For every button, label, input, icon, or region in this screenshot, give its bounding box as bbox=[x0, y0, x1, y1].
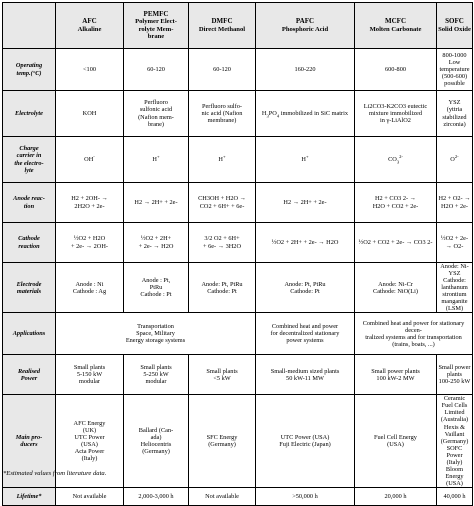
lifetime-pemfc: 2,000-3,000 h bbox=[124, 487, 189, 505]
header-dmfc: DMFC Direct Methanol bbox=[189, 3, 256, 49]
cathode-dmfc: 3/2 O2 + 6H+ + 6e- → 3H2O bbox=[189, 223, 256, 263]
materials-mcfc: Anode: Ni-Cr Cathode: NiO(Li) bbox=[355, 263, 437, 313]
carrier-pafc: H+ bbox=[256, 137, 355, 183]
row-label-carrier: Charge carrier in the electro- lyte bbox=[3, 137, 56, 183]
power-dmfc: Small plants <5 kW bbox=[189, 355, 256, 395]
header-row bbox=[3, 3, 473, 49]
cathode-sofc: ½O2 + 2e- → O2- bbox=[437, 223, 473, 263]
anode-mcfc: H2 + CO3 2- → H2O + CO2 + 2e- bbox=[355, 183, 437, 223]
header-corner bbox=[3, 3, 56, 49]
temp-mcfc: 600-800 bbox=[355, 49, 437, 91]
cathode-mcfc: ½O2 + CO2 + 2e- → CO3 2- bbox=[355, 223, 437, 263]
temp-pafc: 160-220 bbox=[256, 49, 355, 91]
power-pemfc: Small plants 5-250 kW modular bbox=[124, 355, 189, 395]
carrier-pemfc: H+ bbox=[124, 137, 189, 183]
producers-afc: AFC Energy (UK) UTC Power (USA) Acta Power (Italy) bbox=[56, 395, 124, 488]
producers-pafc: UTC Power (USA) Fuji Electric (Japan) bbox=[256, 395, 355, 488]
temp-afc: <100 bbox=[56, 49, 124, 91]
carrier-mcfc: $CO_3^{2-}$ bbox=[355, 137, 437, 183]
cathode-afc: ½O2 + H2O + 2e- → 2OH- bbox=[56, 223, 124, 263]
power-sofc: Small power plants 100-250 kW bbox=[437, 355, 473, 395]
electrolyte-pafc: $H_3PO_4$ immobilized in SiC matrix bbox=[256, 91, 355, 137]
row-label-materials: Electrode materials bbox=[3, 263, 56, 313]
temp-pemfc: 60-120 bbox=[124, 49, 189, 91]
anode-pafc: H2 → 2H+ + 2e- bbox=[256, 183, 355, 223]
header-pafc: PAFC Phosphoric Acid bbox=[256, 3, 355, 49]
row-lifetime bbox=[3, 487, 473, 505]
row-anode-reaction bbox=[3, 183, 473, 223]
carrier-sofc: $O^{2-}$ bbox=[437, 137, 473, 183]
carrier-afc: OH- bbox=[56, 137, 124, 183]
row-applications bbox=[3, 313, 473, 355]
anode-afc: H2 + 2OH- → 2H2O + 2e- bbox=[56, 183, 124, 223]
materials-pemfc: Anode : Pt, PtRu Cathode : Pt bbox=[124, 263, 189, 313]
lifetime-sofc: 40,000 h bbox=[437, 487, 473, 505]
header-mcfc: MCFC Molten Carbonate bbox=[355, 3, 437, 49]
producers-mcfc: Fuel Cell Energy (USA) bbox=[355, 395, 437, 488]
electrolyte-afc: KOH bbox=[56, 91, 124, 137]
temp-sofc: 800-1000 Low temperature (500-600) possible bbox=[437, 49, 473, 91]
row-label-temp: Operating temp.(°C) bbox=[3, 49, 56, 91]
row-label-electrolyte: Electrolyte bbox=[3, 91, 56, 137]
producers-pemfc: Ballard (Can- ada) Heliocentris (Germany) bbox=[124, 395, 189, 488]
row-operating-temp bbox=[3, 49, 473, 91]
materials-pafc: Anode: Pt, PtRu Cathode: Pt bbox=[256, 263, 355, 313]
lifetime-dmfc: Not available bbox=[189, 487, 256, 505]
electrolyte-mcfc: Li2CO3-K2CO3 eutectic mixture immobilized in γ-LiAlO2 bbox=[355, 91, 437, 137]
row-electrode-materials bbox=[3, 263, 473, 313]
producers-sofc: Ceramic Fuel Cells Limited (Australia) Hexis & Vaillant (Germany) SOFC Power (Italy) Bloom Energy (USA) bbox=[437, 395, 473, 488]
lifetime-mcfc: 20,000 h bbox=[355, 487, 437, 505]
power-pafc: Small-medium sized plants 50 kW-11 MW bbox=[256, 355, 355, 395]
row-cathode-reaction bbox=[3, 223, 473, 263]
row-label-power: Realised Power bbox=[3, 355, 56, 395]
power-mcfc: Small power plants 100 kW-2 MW bbox=[355, 355, 437, 395]
header-afc: AFC Alkaline bbox=[56, 3, 124, 49]
row-label-applications: Applications bbox=[3, 313, 56, 355]
carrier-dmfc: H+ bbox=[189, 137, 256, 183]
row-label-lifetime: Lifetime* bbox=[3, 487, 56, 505]
producers-dmfc: SFC Energy (Germany) bbox=[189, 395, 256, 488]
anode-pemfc: H2 → 2H+ + 2e- bbox=[124, 183, 189, 223]
electrolyte-sofc: YSZ (yttria stabilized zirconia) bbox=[437, 91, 473, 137]
applications-pafc: Combined heat and power for decentralized stationary power systems bbox=[256, 313, 355, 355]
electrolyte-dmfc: Perfluoro sulfo- nic acid (Nafion membrane) bbox=[189, 91, 256, 137]
row-label-anode: Anode reac- tion bbox=[3, 183, 56, 223]
lifetime-afc: Not available bbox=[56, 487, 124, 505]
applications-mcfc-sofc: Combined heat and power for stationary decen- tralized systems and for transportation (trains, boats, ...) bbox=[355, 313, 473, 355]
materials-sofc: Anode: Ni-YSZ Cathode: lanthanum strontium manganite (LSM) bbox=[437, 263, 473, 313]
electrolyte-pemfc: Perfluoro sulfonic acid (Nafion mem- brane) bbox=[124, 91, 189, 137]
footnote: *Estimated values from literature data. bbox=[3, 470, 107, 477]
header-pemfc: PEMFC Polymer Elect- rolyte Mem- brane bbox=[124, 3, 189, 49]
cathode-pafc: ½O2 + 2H+ + 2e- → H2O bbox=[256, 223, 355, 263]
row-label-cathode: Cathode reaction bbox=[3, 223, 56, 263]
row-electrolyte bbox=[3, 91, 473, 137]
fuel-cell-comparison-table bbox=[2, 2, 473, 506]
applications-afc-pemfc-dmfc: Transportation Space, Military Energy storage systems bbox=[56, 313, 256, 355]
power-afc: Small plants 5-150 kW modular bbox=[56, 355, 124, 395]
row-charge-carrier bbox=[3, 137, 473, 183]
anode-dmfc: CH3OH + H2O → CO2 + 6H+ + 6e- bbox=[189, 183, 256, 223]
materials-afc: Anode : Ni Cathode : Ag bbox=[56, 263, 124, 313]
header-sofc: SOFC Solid Oxide bbox=[437, 3, 473, 49]
anode-sofc: H2 + O2- → H2O + 2e- bbox=[437, 183, 473, 223]
lifetime-pafc: >50,000 h bbox=[256, 487, 355, 505]
row-label-producers: Main pro- ducers bbox=[3, 395, 56, 488]
temp-dmfc: 60-120 bbox=[189, 49, 256, 91]
materials-dmfc: Anode: Pt, PtRu Cathode: Pt bbox=[189, 263, 256, 313]
cathode-pemfc: ½O2 + 2H+ + 2e- → H2O bbox=[124, 223, 189, 263]
row-realised-power bbox=[3, 355, 473, 395]
